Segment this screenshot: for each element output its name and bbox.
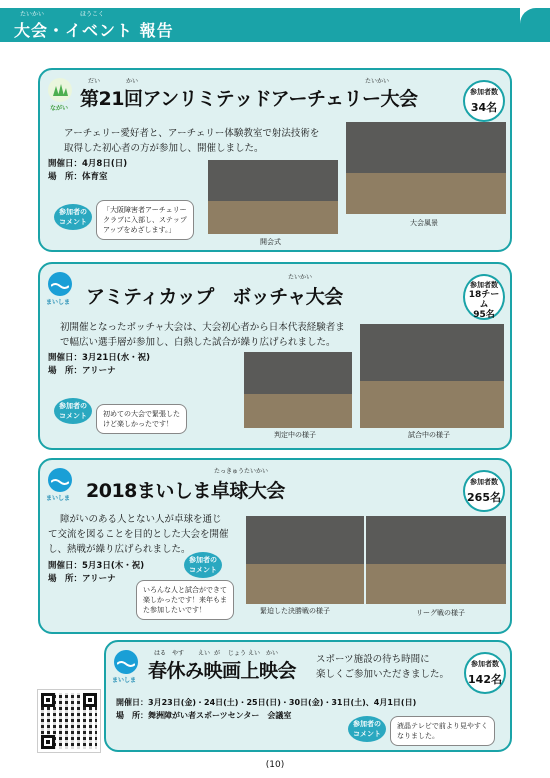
badge-value: 265名 [467, 491, 501, 504]
event-title: 2018まいしま卓球大会 [86, 480, 285, 502]
title-ruby: だい [88, 78, 101, 85]
header-ruby: ほうこく [80, 11, 105, 18]
badge-label: 参加者数 [470, 281, 498, 289]
description-line: で幅広い選手層が参加し、白熱した試合が繰り広げられました。 [60, 337, 336, 348]
badge-value: 18チーム [468, 290, 500, 310]
comment-line: 楽しかったです！来年もま [143, 596, 227, 604]
comment-line: いろんな人と試合ができて [143, 586, 227, 594]
event-card-table-tennis [38, 458, 512, 634]
badge-value-2: 95名 [473, 310, 495, 320]
title-ruby: はる [154, 650, 167, 657]
event-date: 開催日：3月23日(金)・24日(土)・25日(日)・30日(金)・31日(土)、4月1日(日) [116, 698, 417, 707]
photo-wall [346, 122, 506, 173]
description-line: アーチェリー愛好者と、アーチェリー体験教室で射法技術を [64, 128, 320, 139]
header-ruby: たいかい [20, 11, 45, 18]
page-number: (10) [265, 760, 285, 770]
photo-floor [244, 394, 352, 428]
event-card-archery [38, 68, 512, 252]
photo-wall [208, 160, 338, 201]
comment-line: 液晶テレビで前より見やすく [397, 722, 488, 730]
event-info [48, 352, 150, 378]
event-date: 開催日：3月21日(水・祝) [48, 353, 151, 363]
event-description [60, 320, 345, 350]
badge-label: 参加者数 [470, 88, 498, 96]
photo-match [360, 324, 504, 428]
event-card-movie [104, 640, 512, 752]
title-ruby: かい [126, 78, 139, 85]
qr-eye [41, 693, 55, 707]
qr-code[interactable] [38, 690, 100, 752]
participant-badge [464, 652, 506, 694]
event-place: 場 所：アリーナ [48, 574, 116, 584]
participant-badge [463, 274, 505, 320]
description-line: スポーツ施設の待ち時間に [316, 654, 430, 665]
photo-floor [208, 201, 338, 234]
description-line: 初開催となったボッチャ大会は、大会初心者から日本代表経験者ま [60, 322, 345, 333]
event-info [48, 158, 127, 184]
qr-eye [83, 693, 97, 707]
photo-floor [346, 173, 506, 214]
logo-caption: まいしま [112, 677, 137, 684]
badge-value: 142名 [468, 673, 502, 686]
title-ruby: えい [248, 650, 261, 657]
photo-wall [246, 516, 364, 564]
header-tab [520, 8, 550, 42]
photo-league-match [366, 516, 506, 604]
comment-label-line: コメント [353, 730, 381, 738]
title-ruby: やす [172, 650, 185, 657]
participant-badge [463, 470, 505, 512]
maishima-logo-icon [48, 272, 72, 296]
title-ruby: かい [266, 650, 279, 657]
badge-value: 34名 [470, 101, 498, 114]
comment-box [96, 404, 187, 434]
comment-line: た参加したいです！ [143, 606, 206, 614]
photo-caption: 開会式 [260, 238, 281, 246]
photo-caption: 大会風景 [410, 219, 438, 227]
event-card-boccia [38, 262, 512, 450]
page-header [0, 0, 550, 44]
event-title: 春休み映画上映会 [148, 660, 297, 682]
comment-label-bubble [54, 398, 92, 424]
comment-line: けど楽しかったです！ [103, 420, 173, 428]
comment-box [390, 716, 495, 746]
photo-final-match [246, 516, 364, 604]
comment-label-line: 参加者の [189, 556, 217, 564]
photo-judging [244, 352, 352, 428]
title-ruby: えい [198, 650, 211, 657]
logo-caption: まいしま [46, 299, 71, 306]
badge-label: 参加者数 [470, 478, 498, 486]
comment-label-line: 参加者の [59, 208, 87, 216]
comment-box [96, 200, 194, 240]
photo-tournament [346, 122, 506, 214]
event-description [48, 512, 229, 557]
page-title: 大会・イベント 報告 [14, 21, 174, 40]
event-title: 第21回アンリミテッドアーチェリー大会 [80, 88, 418, 110]
photo-wall [366, 516, 506, 564]
event-description [64, 126, 319, 156]
title-ruby: が [214, 650, 221, 657]
comment-box [136, 580, 234, 620]
description-line: 楽しくご参加いただきました。 [316, 669, 450, 680]
description-line: 取得した初心者の方が参加し、開催しました。 [64, 143, 264, 154]
comment-label-line: コメント [59, 412, 87, 420]
title-ruby: たいかい [288, 274, 313, 281]
title-ruby: たいかい [365, 78, 390, 85]
nagai-logo-icon [48, 78, 72, 102]
participant-badge [463, 80, 505, 122]
comment-label-line: 参加者の [353, 720, 381, 728]
maishima-logo-icon [114, 650, 138, 674]
maishima-logo-icon [48, 468, 72, 492]
comment-line: 「大阪障害者アーチェリー [103, 206, 187, 214]
logo-caption: まいしま [46, 495, 71, 502]
comment-label-bubble [348, 716, 386, 742]
comment-label-bubble [184, 552, 222, 578]
description-line: 障がいのある人とない人が卓球を通じ [60, 514, 222, 525]
event-info [48, 560, 144, 586]
comment-line: アップをめざします。」 [103, 226, 176, 234]
event-title: アミティカップ ボッチャ大会 [86, 286, 343, 308]
photo-caption: 判定中の様子 [274, 431, 316, 439]
photo-caption: 緊迫した決勝戦の様子 [260, 607, 330, 615]
qr-eye [41, 735, 55, 749]
event-date: 開催日：4月8日(日) [48, 159, 128, 169]
event-date: 開催日：5月3日(木・祝) [48, 561, 145, 571]
comment-line: なりました。 [397, 732, 439, 740]
photo-floor [366, 564, 506, 604]
comment-line: クラブに入部し、ステップ [103, 216, 187, 224]
comment-label-line: コメント [59, 218, 87, 226]
event-place: 場 所：アリーナ [48, 366, 116, 376]
comment-label-bubble [54, 204, 92, 230]
comment-line: 初めての大会で緊張した [103, 410, 180, 418]
event-place: 場 所：舞洲障がい者スポーツセンター 会議室 [116, 711, 292, 720]
badge-label: 参加者数 [471, 660, 499, 668]
photo-wall [360, 324, 504, 381]
description-line: し、熱戦が繰り広げられました。 [48, 544, 191, 555]
photo-wall [244, 352, 352, 394]
photo-opening-ceremony [208, 160, 338, 234]
description-line: て交流を図ることを目的とした大会を開催 [48, 529, 229, 540]
photo-floor [360, 381, 504, 428]
event-description [316, 652, 449, 682]
event-place: 場 所：体育室 [48, 172, 108, 182]
photo-caption: 試合中の様子 [408, 431, 450, 439]
comment-label-line: 参加者の [59, 402, 87, 410]
title-ruby: たっきゅうたいかい [214, 468, 269, 475]
logo-caption: ながい [50, 105, 69, 112]
photo-caption: リーグ戦の様子 [416, 609, 465, 617]
photo-floor [246, 564, 364, 604]
comment-label-line: コメント [189, 566, 217, 574]
title-ruby: じょう [228, 650, 247, 657]
